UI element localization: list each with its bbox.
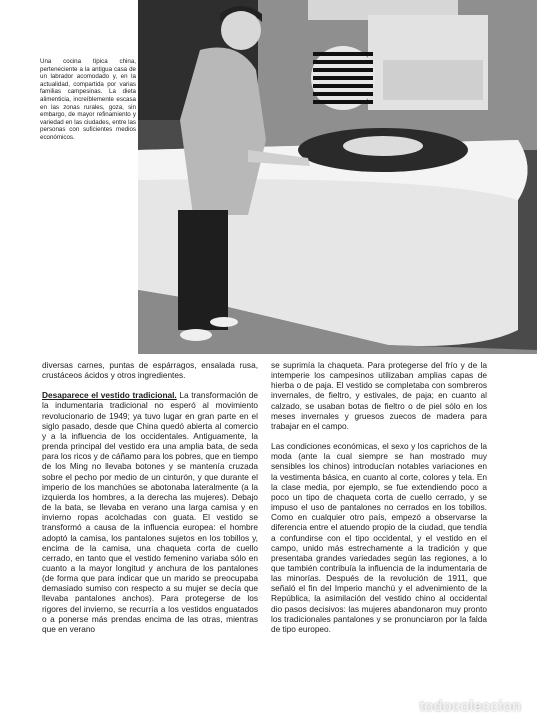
left-section-paragraph [42,390,258,634]
left-intro-paragraph: diversas carnes, puntas de espárragos, ensalada rusa, crustáceos ácidos y otros ingredientes. [42,360,258,381]
photo-caption: Una cocina típica china, perteneciente a la antigua casa de un labrador acomodado y, en la actualidad, compartida por varias familias campesinas. La dieta alimenticia, increíblemente escasa en las zonas rurales, goza, sin embargo, de mayor refinamiento y variedad en las ciudades, entre las personas con suficientes medios económicos. [40,58,136,141]
right-paragraph-2: Las condiciones económicas, el sexo y los caprichos de la moda (ante la cual siempre se han mostrado muy sensibles los chinos) introducían notables variaciones en la vestimenta básica, en cuanto al corte, colores y tela. En la clase media, por ejemplo, se fue extendiendo poco a poco un tipo de chaqueta corta de cuello cerrado, y se impuso el uso de pantalones no cerrados en los tobillos. Como en cualquier otro país, empezó a observarse la diferencia entre el atuendo propio de la ciudad, que tendía a confundirse con el tipo occidental, y el vestido en el campo, unido más estrechamente a la tradición y que presentaba grandes variedades según las regiones, a lo que también contribuía la influencia de la indumentaria de las minorías. Después de la revolución de 1911, que señaló el fin del Imperio manchú y el advenimiento de la República, la asimilación del vestido chino al occidental dio pasos decisivos: las mujeres abandonaron muy pronto los tradicionales pantalones y se pronunciaron por la falda de tipo europeo. [271,441,487,634]
watermark-text: todocoleccion [419,698,521,715]
kitchen-photo [138,0,537,354]
section-heading: Desaparece el vestido tradicional. [42,390,177,401]
kitchen-photo-illustration [138,0,537,354]
right-paragraph-1: se suprimía la chaqueta. Para protegerse del frío y de la intemperie los campesinos utilizaban amplias capas de hierba o de paja. El vestido se completaba con sombreros invernales, de fieltro, y estivales, de paja; en cuanto al calzado, se usaban botas de fieltro o de piel sólo en los meses invernales y gruesos zuecos de madera para trabajar en el campo. [271,360,487,431]
watermark-logo-icon [401,700,415,714]
left-body-text: La transformación de la indumentaria tradicional no esperó al movimiento revolucionario de 1949; ya tuvo lugar en gran parte en el siglo pasado, desde que China quedó abierta al comercio y a la influencia de los occidentales. Antiguamente, la prenda principal del vestido era una amplia bata, de seda para los ricos y de cáñamo para los pobres, que en tiempo de los Ming no llevaba botones y se mantenía cruzada sobre el pecho por medio de un cinturón, y que durante el imperio de los manchúes se abotonaba lateralmente (a la izquierda los hombres, a la derecha las mujeres). Debajo de la bata, se llevaba en verano una larga camisa y en invierno ropas acolchadas con guata. El vestido se transformó a causa de la influencia europea: el hombre adoptó la camisa, los pantalones sujetos en los tobillos y, encima de la camisa, una chaqueta corta de cuello cerrado, en tanto que el vestido femenino variaba sólo en cuanto a la mayor longitud y anchura de los pantalones (de forma que para indicar que un marido se preocupaba demasiado sumiso con respecto a su mujer se decía que llevaba pantalones anchos). Para protegerse de los rigores del invierno, se recurría a los vestidos enguatados o a ponerse más prendas encima de las otras, mientras que en verano [42,390,258,634]
article-left-column [42,360,258,634]
article-right-column [271,360,487,634]
watermark [401,698,521,715]
